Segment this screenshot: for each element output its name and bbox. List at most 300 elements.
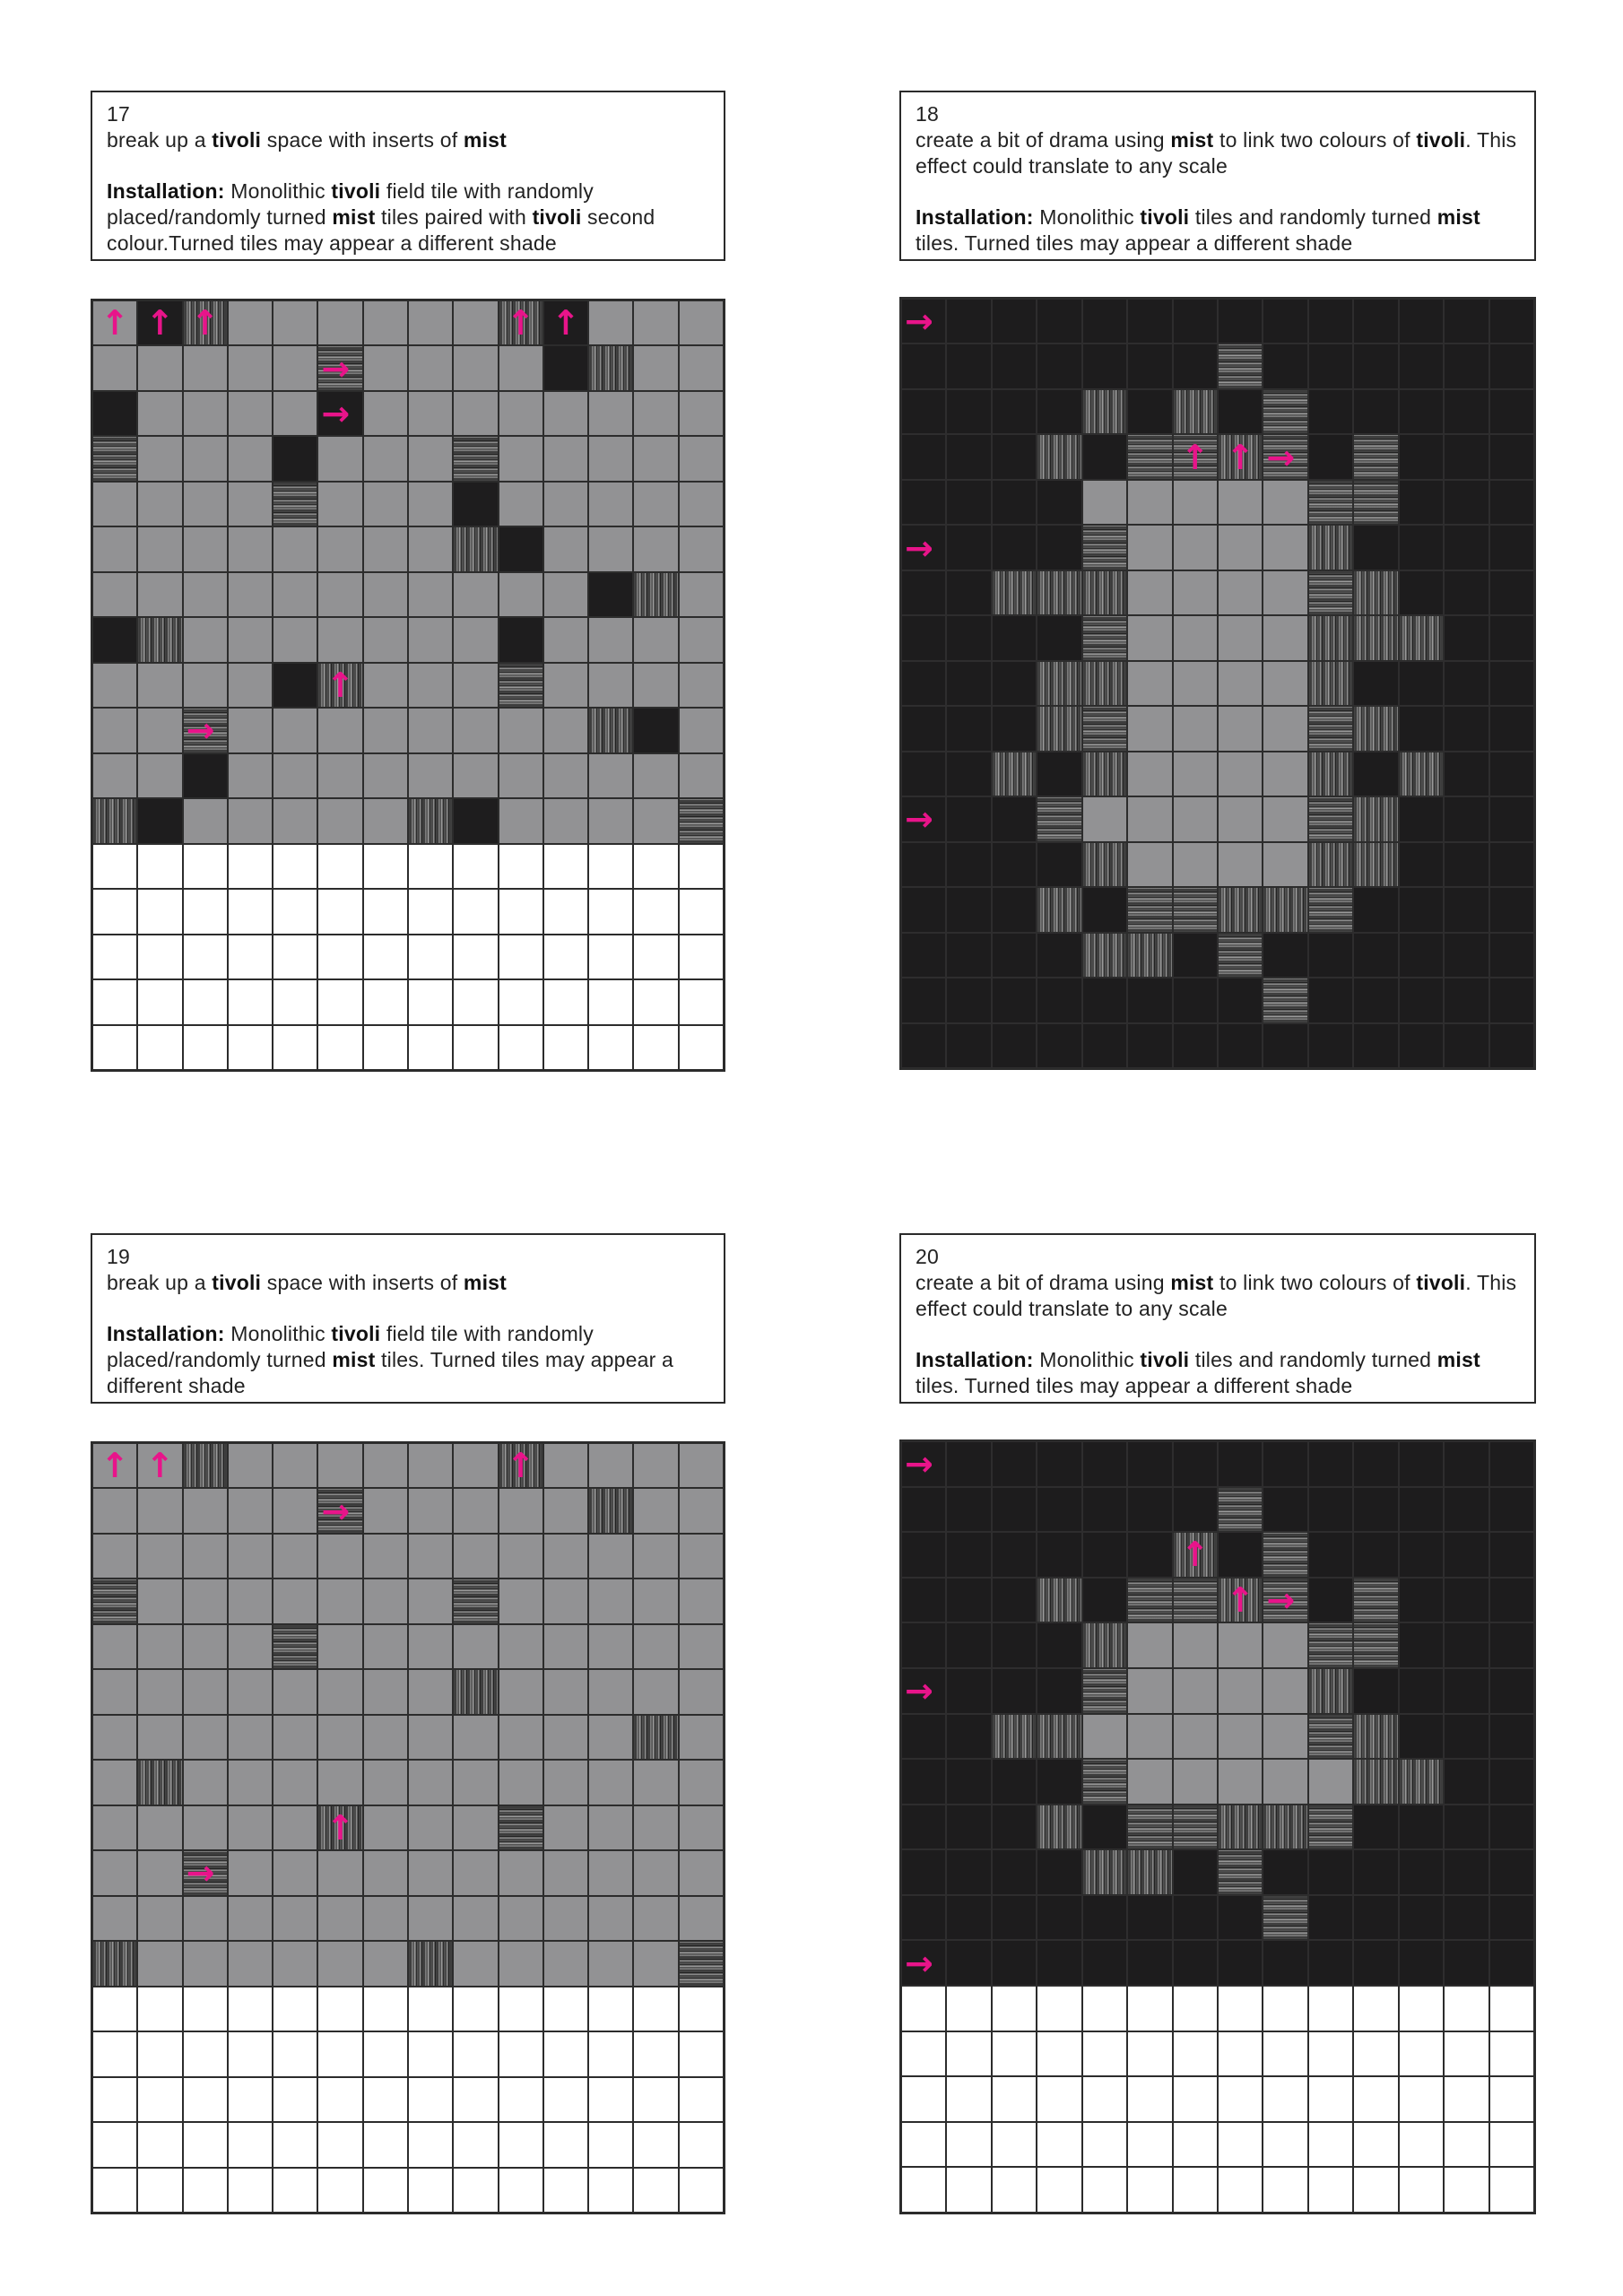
mist-tile-turned [1263, 1532, 1307, 1578]
tivoli-tile [679, 572, 724, 617]
tivoli-tile [679, 1488, 724, 1533]
caption-text: tiles paired with [375, 205, 533, 229]
mist-tile [1037, 661, 1081, 706]
tivoli-dark-tile [1218, 1895, 1263, 1941]
tivoli-tile [317, 1443, 362, 1488]
tivoli-dark-tile [1308, 1487, 1353, 1533]
mist-tile-turned [1308, 1714, 1353, 1760]
keyword-text: mist [1170, 1271, 1214, 1294]
empty-cell [228, 889, 273, 934]
tivoli-tile [1218, 570, 1263, 615]
empty-cell [1218, 2167, 1263, 2213]
tivoli-dark-tile [1353, 525, 1398, 570]
empty-cell [1127, 1986, 1172, 2031]
tivoli-dark-tile [1308, 1441, 1353, 1487]
tivoli-dark-tile [1399, 1714, 1444, 1760]
mist-tile [1399, 752, 1444, 796]
tivoli-dark-tile [946, 661, 991, 706]
mist-tile-turned [1308, 887, 1353, 932]
tivoli-tile [633, 1488, 678, 1533]
tivoli-dark-tile [946, 389, 991, 434]
mist-tile-turned [317, 345, 362, 390]
empty-cell [408, 2122, 453, 2167]
tivoli-tile [137, 436, 182, 481]
tivoli-tile [679, 391, 724, 436]
tivoli-dark-tile [1444, 1940, 1488, 1986]
tivoli-tile [588, 482, 633, 526]
tivoli-tile [543, 1941, 588, 1986]
tivoli-dark-tile [1173, 1895, 1218, 1941]
tivoli-tile [453, 1941, 498, 1986]
mist-tile-turned [1218, 344, 1263, 388]
arrow-up-icon: ↑ [551, 303, 580, 344]
caption-text: . This effect could translate to any scale [916, 128, 1517, 178]
tivoli-tile [679, 436, 724, 481]
tivoli-dark-tile [1444, 1023, 1488, 1068]
tivoli-tile [499, 1941, 543, 1986]
mist-tile [1218, 887, 1263, 932]
tivoli-tile [588, 798, 633, 843]
tivoli-dark-tile [1173, 1940, 1218, 1986]
empty-cell [1353, 2167, 1398, 2213]
empty-cell [1173, 2122, 1218, 2168]
tivoli-tile [1218, 615, 1263, 660]
tivoli-tile [273, 708, 317, 752]
caption-text: create a bit of drama using [916, 1271, 1171, 1294]
tivoli-dark-tile [1218, 389, 1263, 434]
empty-cell [543, 844, 588, 889]
keyword-text: tivoli [1140, 1348, 1190, 1371]
tivoli-tile [1218, 1759, 1263, 1805]
tivoli-dark-tile [1037, 1023, 1081, 1068]
empty-cell [992, 2076, 1037, 2122]
empty-cell [183, 935, 228, 979]
tivoli-dark-tile [1489, 1487, 1534, 1533]
tivoli-dark-tile [1489, 1441, 1534, 1487]
tivoli-tile [1218, 1668, 1263, 1714]
empty-cell [679, 979, 724, 1024]
tivoli-tile [1263, 752, 1307, 796]
tivoli-tile [408, 1624, 453, 1669]
tivoli-dark-tile [901, 1487, 946, 1533]
tivoli-tile [1082, 1714, 1127, 1760]
tivoli-tile [183, 526, 228, 571]
tivoli-tile [183, 572, 228, 617]
tivoli-tile [1218, 752, 1263, 796]
mist-tile-turned [1173, 1578, 1218, 1623]
tivoli-tile [363, 753, 408, 798]
tivoli-dark-tile [1353, 389, 1398, 434]
panel-18-tile-grid [899, 297, 1536, 1070]
empty-cell [228, 2077, 273, 2122]
tivoli-dark-tile [1127, 978, 1172, 1022]
tivoli-tile [1173, 842, 1218, 887]
tivoli-tile [453, 1896, 498, 1941]
mist-tile [1353, 842, 1398, 887]
tivoli-tile [363, 1805, 408, 1850]
tivoli-dark-tile [1444, 978, 1488, 1022]
keyword-text: Installation: [107, 179, 225, 203]
empty-cell [1444, 1986, 1488, 2031]
tivoli-dark-tile [1218, 1023, 1263, 1068]
tivoli-dark-tile [946, 1622, 991, 1668]
tivoli-dark-tile [946, 887, 991, 932]
empty-cell [1489, 2076, 1534, 2122]
tivoli-tile [679, 663, 724, 708]
tivoli-tile [273, 300, 317, 345]
tivoli-tile [453, 1715, 498, 1760]
empty-cell [946, 2122, 991, 2168]
tivoli-tile [543, 708, 588, 752]
empty-cell [453, 2168, 498, 2213]
tivoli-dark-tile [543, 300, 588, 345]
tivoli-dark-tile [1444, 933, 1488, 978]
tivoli-dark-tile [1444, 1805, 1488, 1850]
tivoli-tile [679, 1805, 724, 1850]
tivoli-tile [408, 1715, 453, 1760]
mist-tile [1082, 1622, 1127, 1668]
empty-cell [92, 1987, 137, 2031]
empty-cell [92, 844, 137, 889]
tivoli-tile [317, 526, 362, 571]
tivoli-tile [408, 300, 453, 345]
tivoli-dark-tile [1173, 978, 1218, 1022]
tivoli-dark-tile [1263, 299, 1307, 344]
tivoli-tile [408, 1896, 453, 1941]
arrow-up-icon: ↑ [145, 303, 175, 344]
mist-tile [1218, 1805, 1263, 1850]
mist-tile [588, 345, 633, 390]
empty-cell [363, 844, 408, 889]
tivoli-tile [1308, 1759, 1353, 1805]
empty-cell [363, 1025, 408, 1070]
empty-cell [363, 1987, 408, 2031]
tivoli-tile [633, 1443, 678, 1488]
panel-20-caption [899, 1233, 1536, 1404]
tivoli-dark-tile [1399, 525, 1444, 570]
keyword-text: tivoli [1416, 128, 1466, 152]
tivoli-tile [137, 1578, 182, 1623]
tivoli-dark-tile [1127, 389, 1172, 434]
tivoli-dark-tile [992, 480, 1037, 525]
empty-cell [273, 2077, 317, 2122]
tivoli-dark-tile [1263, 344, 1307, 388]
tivoli-tile [679, 1896, 724, 1941]
tivoli-dark-tile [1399, 661, 1444, 706]
tivoli-dark-tile [1353, 1895, 1398, 1941]
tivoli-dark-tile [992, 389, 1037, 434]
tivoli-tile [228, 345, 273, 390]
tivoli-tile [273, 1534, 317, 1578]
empty-cell [588, 844, 633, 889]
empty-cell [588, 1025, 633, 1070]
tivoli-dark-tile [92, 617, 137, 662]
mist-tile [92, 1941, 137, 1986]
empty-cell [1263, 1986, 1307, 2031]
tivoli-dark-tile [1037, 1668, 1081, 1714]
tivoli-dark-tile [1353, 1532, 1398, 1578]
panel-19-caption [91, 1233, 725, 1404]
tivoli-dark-tile [1082, 1805, 1127, 1850]
tivoli-tile [499, 1624, 543, 1669]
tivoli-dark-tile [901, 1668, 946, 1714]
tivoli-dark-tile [1127, 1940, 1172, 1986]
tivoli-tile [588, 1805, 633, 1850]
tivoli-tile [499, 1534, 543, 1578]
empty-cell [137, 1987, 182, 2031]
arrow-right-icon: → [321, 348, 351, 388]
arrow-right-icon: → [186, 1853, 215, 1893]
tivoli-dark-tile [1399, 434, 1444, 479]
tivoli-dark-tile [1489, 796, 1534, 841]
tivoli-tile [588, 663, 633, 708]
empty-cell [317, 2168, 362, 2213]
tivoli-tile [363, 708, 408, 752]
tivoli-tile [679, 526, 724, 571]
tivoli-dark-tile [1353, 1023, 1398, 1068]
panel-installation [107, 1322, 673, 1397]
mist-tile-turned [1037, 796, 1081, 841]
empty-cell [317, 2031, 362, 2076]
tivoli-tile [543, 391, 588, 436]
arrow-up-icon: ↑ [506, 1446, 535, 1486]
tivoli-tile [453, 753, 498, 798]
tivoli-dark-tile [901, 1940, 946, 1986]
empty-cell [137, 844, 182, 889]
keyword-text: Installation: [916, 1348, 1034, 1371]
tivoli-tile [1263, 842, 1307, 887]
empty-cell [137, 935, 182, 979]
panel-18-caption [899, 91, 1536, 261]
mist-tile [1037, 1805, 1081, 1850]
tivoli-tile [408, 1443, 453, 1488]
tivoli-tile [273, 1715, 317, 1760]
tivoli-dark-tile [1489, 1940, 1534, 1986]
empty-cell [273, 1987, 317, 2031]
tivoli-tile [137, 1896, 182, 1941]
tivoli-tile [1218, 796, 1263, 841]
empty-cell [228, 2168, 273, 2213]
mist-tile [1082, 570, 1127, 615]
tivoli-tile [137, 708, 182, 752]
tivoli-dark-tile [1489, 1578, 1534, 1623]
mist-tile [1082, 842, 1127, 887]
tivoli-dark-tile [1037, 525, 1081, 570]
tivoli-dark-tile [992, 842, 1037, 887]
tivoli-tile [588, 1443, 633, 1488]
tivoli-dark-tile [992, 1759, 1037, 1805]
empty-cell [453, 979, 498, 1024]
tivoli-tile [92, 1534, 137, 1578]
empty-cell [453, 2031, 498, 2076]
tivoli-dark-tile [992, 1668, 1037, 1714]
tivoli-tile [679, 708, 724, 752]
tivoli-dark-tile [901, 480, 946, 525]
tivoli-dark-tile [901, 1759, 946, 1805]
tivoli-dark-tile [1399, 299, 1444, 344]
empty-cell [1308, 2122, 1353, 2168]
tivoli-dark-tile [946, 570, 991, 615]
tivoli-dark-tile [901, 842, 946, 887]
tivoli-dark-tile [453, 798, 498, 843]
empty-cell [1444, 2122, 1488, 2168]
tivoli-dark-tile [1218, 1441, 1263, 1487]
tivoli-tile [363, 663, 408, 708]
empty-cell [408, 935, 453, 979]
empty-cell [499, 2077, 543, 2122]
caption-text: field tile with randomly placed/randomly turned [107, 179, 594, 229]
empty-cell [588, 2077, 633, 2122]
tivoli-dark-tile [946, 1940, 991, 1986]
panel-description [107, 1271, 507, 1294]
tivoli-tile [1263, 480, 1307, 525]
tivoli-dark-tile [1353, 1441, 1398, 1487]
tivoli-tile [273, 1941, 317, 1986]
mist-tile-turned [1082, 525, 1127, 570]
mist-tile-turned [317, 1488, 362, 1533]
tivoli-dark-tile [1127, 1441, 1172, 1487]
tivoli-tile [183, 1941, 228, 1986]
tivoli-dark-tile [1399, 1622, 1444, 1668]
tivoli-dark-tile [992, 933, 1037, 978]
tivoli-tile [228, 1624, 273, 1669]
mist-tile [1082, 389, 1127, 434]
tivoli-tile [273, 345, 317, 390]
arrow-up-icon: ↑ [325, 1807, 355, 1848]
mist-tile-turned [183, 708, 228, 752]
mist-tile-turned [453, 1578, 498, 1623]
empty-cell [901, 2031, 946, 2077]
tivoli-dark-tile [1399, 978, 1444, 1022]
tivoli-tile [363, 526, 408, 571]
tivoli-dark-tile [1489, 299, 1534, 344]
panel-description [107, 128, 507, 152]
tivoli-tile [317, 617, 362, 662]
empty-cell [228, 2031, 273, 2076]
tivoli-dark-tile [946, 842, 991, 887]
empty-cell [1173, 2076, 1218, 2122]
keyword-text: tivoli [331, 1322, 381, 1345]
tivoli-tile [679, 1624, 724, 1669]
mist-tile-turned [1173, 434, 1218, 479]
tivoli-tile [453, 572, 498, 617]
tivoli-tile [543, 1488, 588, 1533]
empty-cell [1082, 2076, 1127, 2122]
tivoli-tile [679, 1578, 724, 1623]
caption-text: tiles and randomly turned [1189, 205, 1437, 229]
tivoli-tile [363, 1850, 408, 1895]
empty-cell [1173, 1986, 1218, 2031]
tivoli-dark-tile [1353, 933, 1398, 978]
tivoli-dark-tile [1127, 1487, 1172, 1533]
tivoli-tile [92, 345, 137, 390]
tivoli-tile [273, 1578, 317, 1623]
empty-cell [453, 844, 498, 889]
empty-cell [1037, 2122, 1081, 2168]
empty-cell [543, 1987, 588, 2031]
tivoli-dark-tile [1308, 389, 1353, 434]
mist-tile [183, 1443, 228, 1488]
tivoli-tile [679, 482, 724, 526]
tivoli-tile [499, 482, 543, 526]
panel-installation [107, 179, 655, 255]
empty-cell [499, 2122, 543, 2167]
tivoli-tile [1173, 570, 1218, 615]
empty-cell [183, 2122, 228, 2167]
empty-cell [183, 889, 228, 934]
tivoli-dark-tile [1037, 1622, 1081, 1668]
tivoli-tile [499, 798, 543, 843]
tivoli-tile [92, 1669, 137, 1714]
tivoli-tile [317, 1941, 362, 1986]
tivoli-dark-tile [1082, 299, 1127, 344]
tivoli-tile [183, 1669, 228, 1714]
empty-cell [633, 2077, 678, 2122]
tivoli-dark-tile [1263, 1940, 1307, 1986]
tivoli-tile [453, 1624, 498, 1669]
keyword-text: tivoli [532, 205, 582, 229]
empty-cell [588, 2168, 633, 2213]
tivoli-dark-tile [1489, 1532, 1534, 1578]
empty-cell [633, 844, 678, 889]
empty-cell [543, 889, 588, 934]
arrow-up-icon: ↑ [1226, 1580, 1255, 1621]
tivoli-tile [588, 617, 633, 662]
tivoli-tile [273, 1760, 317, 1805]
tivoli-dark-tile [1399, 1940, 1444, 1986]
tivoli-dark-tile [1444, 1532, 1488, 1578]
tivoli-dark-tile [1444, 752, 1488, 796]
tivoli-tile [543, 1805, 588, 1850]
tivoli-tile [363, 1941, 408, 1986]
tivoli-dark-tile [901, 1532, 946, 1578]
keyword-text: tivoli [1140, 205, 1190, 229]
empty-cell [183, 2168, 228, 2213]
tivoli-dark-tile [946, 1532, 991, 1578]
tivoli-dark-tile [1399, 480, 1444, 525]
arrow-up-icon: ↑ [1180, 1535, 1210, 1575]
caption-text: Monolithic [224, 179, 332, 203]
empty-cell [1399, 1986, 1444, 2031]
tivoli-dark-tile [1353, 344, 1398, 388]
tivoli-tile [363, 1715, 408, 1760]
tivoli-dark-tile [1082, 1441, 1127, 1487]
empty-cell [363, 889, 408, 934]
tivoli-dark-tile [1037, 344, 1081, 388]
empty-cell [408, 844, 453, 889]
tivoli-tile [228, 753, 273, 798]
empty-cell [137, 2122, 182, 2167]
tivoli-dark-tile [1444, 480, 1488, 525]
panel-number: 18 [916, 102, 939, 126]
tivoli-dark-tile [901, 1714, 946, 1760]
tivoli-tile [317, 1578, 362, 1623]
empty-cell [408, 979, 453, 1024]
empty-cell [679, 844, 724, 889]
mist-tile-turned [499, 663, 543, 708]
tivoli-tile [543, 798, 588, 843]
tivoli-dark-tile [1263, 1023, 1307, 1068]
tivoli-tile [183, 391, 228, 436]
tivoli-tile [1173, 615, 1218, 660]
tivoli-dark-tile [1399, 1487, 1444, 1533]
tivoli-tile [1173, 1668, 1218, 1714]
empty-cell [992, 1986, 1037, 2031]
empty-cell [499, 2168, 543, 2213]
tivoli-dark-tile [137, 300, 182, 345]
tivoli-dark-tile [992, 615, 1037, 660]
tivoli-dark-tile [901, 752, 946, 796]
